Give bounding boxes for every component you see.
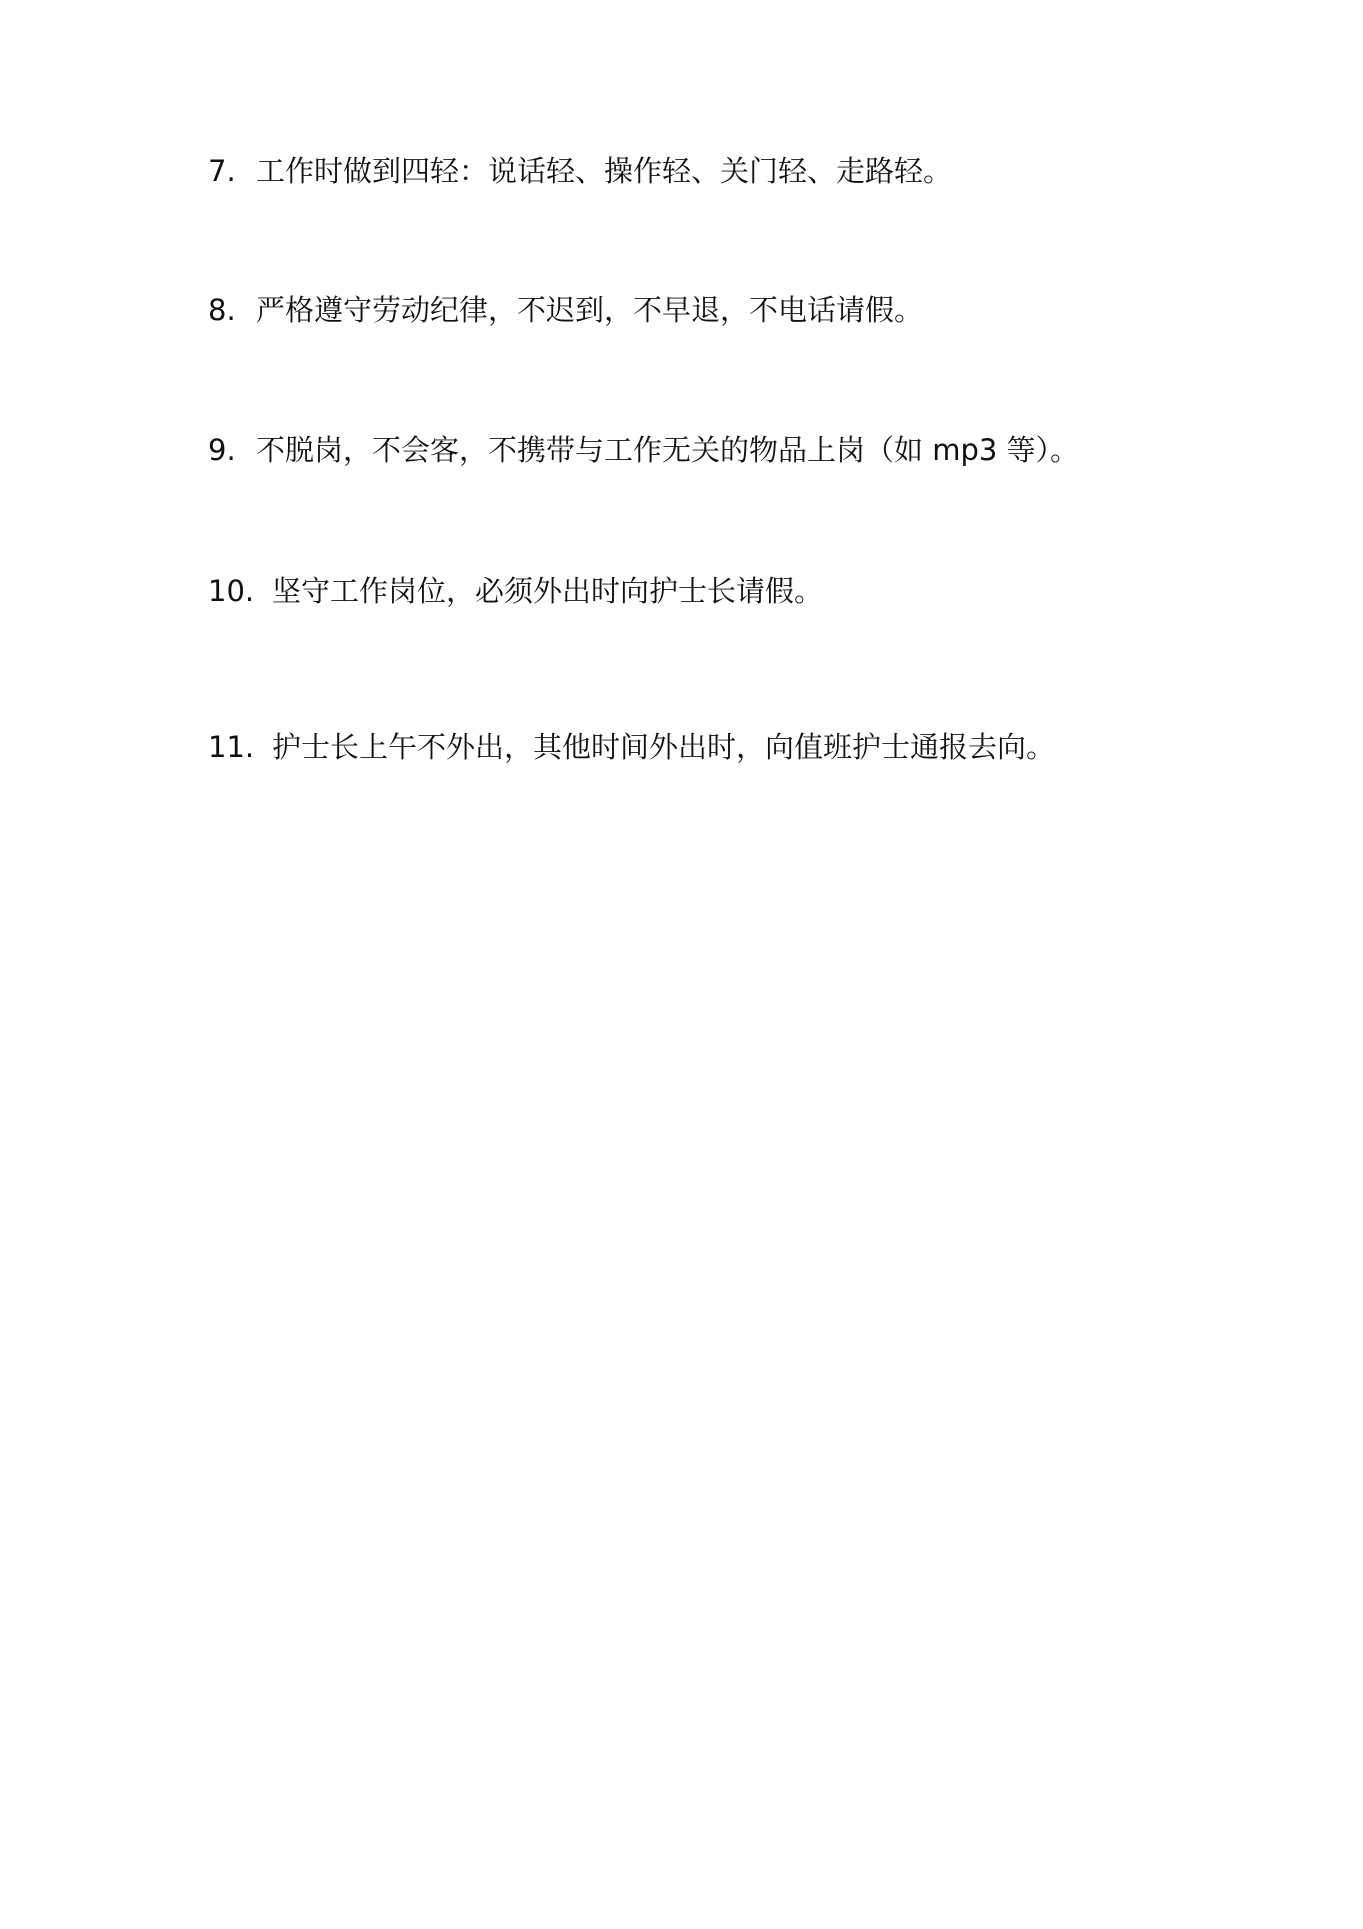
list-item-number: 11.	[208, 730, 255, 764]
list-item-text: 工作时做到四轻：说话轻、操作轻、关门轻、走路轻。	[256, 154, 953, 188]
list-item-text: 护士长上午不外出，其他时间外出时，向值班护士通报去向。	[272, 730, 1056, 764]
list-item-text: 不脱岗，不会客，不携带与工作无关的物品上岗（如 mp3 等）。	[256, 433, 1080, 467]
list-item	[208, 727, 1055, 767]
list-item	[208, 290, 923, 330]
list-item	[208, 151, 952, 191]
list-item	[208, 571, 823, 611]
list-item-number: 9.	[208, 433, 236, 467]
list-item-text: 严格遵守劳动纪律，不迟到，不早退，不电话请假。	[256, 293, 924, 327]
list-item-number: 7.	[208, 154, 236, 188]
list-item-text: 坚守工作岗位，必须外出时向护士长请假。	[272, 574, 824, 608]
list-item-number: 10.	[208, 574, 255, 608]
list-item-number: 8.	[208, 293, 236, 327]
list-item	[208, 430, 1079, 470]
